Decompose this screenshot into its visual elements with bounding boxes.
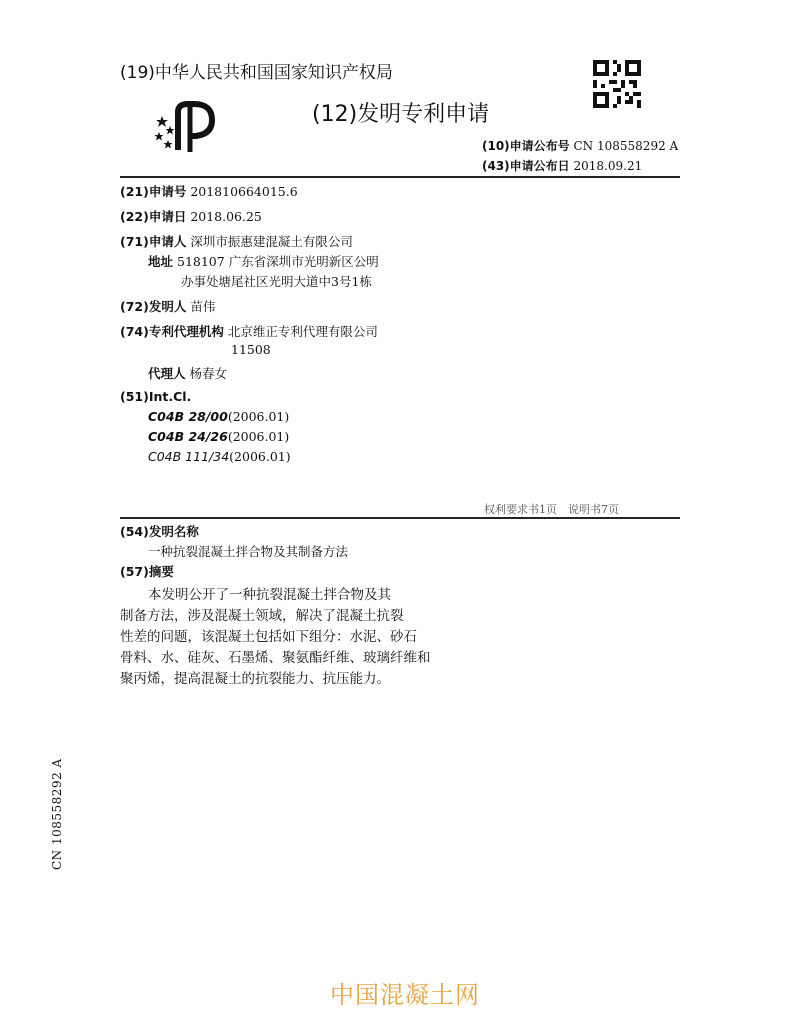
patent-agency-label: (74)专利代理机构: [120, 324, 224, 339]
watermark-text: 中国混凝土网: [330, 981, 480, 1009]
applicant-label: (71)申请人: [120, 234, 187, 249]
inventor-label: (72)发明人: [120, 299, 187, 314]
address-label: 地址: [148, 254, 174, 269]
filing-date-label: (22)申请日: [120, 209, 187, 224]
patent-agency: [120, 322, 378, 340]
abstract-line: 制备方法，涉及混凝土领域，解决了混凝土抗裂: [120, 608, 404, 624]
application-number-label: (21)申请号: [120, 184, 187, 199]
abstract-line: 本发明公开了一种抗裂混凝土拌合物及其: [148, 587, 391, 603]
title-label: (54)发明名称: [120, 524, 199, 539]
qr-code-icon: [593, 60, 641, 108]
agent-value: 杨春女: [189, 366, 228, 381]
side-publication-number: CN 108558292 A: [50, 758, 64, 870]
publication-date: [482, 157, 642, 174]
publication-number-label: (10)申请公布号: [482, 139, 570, 153]
pages-note: 权利要求书1页 说明书7页: [484, 503, 619, 516]
ipc-version: (2006.01): [229, 449, 291, 464]
abstract-line: 骨料、水、硅灰、石墨烯、聚氨酯纤维、玻璃纤维和: [120, 650, 431, 666]
publication-number: [482, 137, 678, 154]
agent-label: 代理人: [148, 366, 186, 381]
application-number-value: 201810664015.6: [190, 184, 298, 199]
filing-date-value: 2018.06.25: [190, 209, 262, 224]
office-name: (19)中华人民共和国国家知识产权局: [120, 63, 393, 83]
publication-date-value: 2018.09.21: [573, 159, 643, 173]
header-divider: [120, 176, 680, 178]
applicant-value: 深圳市振惠建混凝土有限公司: [190, 234, 353, 249]
abstract-divider: [120, 517, 680, 519]
cnipa-logo-icon: [150, 98, 222, 154]
applicant: [120, 232, 353, 250]
application-number: [120, 182, 298, 200]
ipc-version: (2006.01): [227, 429, 290, 444]
address-line-1: 518107 广东省深圳市光明新区公明: [177, 254, 379, 269]
abstract-label: (57)摘要: [120, 564, 174, 579]
ipc-code: C04B 28/00: [148, 409, 228, 424]
document-type: (12)发明专利申请: [312, 102, 490, 127]
abstract-line: 聚丙烯，提高混凝土的抗裂能力、抗压能力。: [120, 671, 390, 687]
inventor: [120, 297, 215, 315]
ipc-entry: [148, 429, 289, 444]
ipc-code: C04B 24/26: [148, 429, 228, 444]
ipc-entry: [148, 409, 289, 424]
ipc-entry: [148, 449, 291, 464]
agent: [148, 364, 227, 382]
patent-agency-value: 北京维正专利代理有限公司: [227, 324, 378, 339]
address: [148, 252, 379, 270]
invention-title: 一种抗裂混凝土拌合物及其制备方法: [148, 544, 349, 559]
patent-agency-code: 11508: [231, 342, 271, 357]
ipc-label: (51)Int.Cl.: [120, 389, 192, 404]
address-line-2: 办事处塘尾社区光明大道中3号1栋: [181, 274, 372, 289]
publication-date-label: (43)申请公布日: [482, 159, 570, 173]
ipc-version: (2006.01): [227, 409, 290, 424]
publication-number-value: CN 108558292 A: [573, 139, 679, 153]
ipc-code: C04B 111/34: [148, 449, 230, 464]
abstract-line: 性差的问题，该混凝土包括如下组分：水泥、砂石: [120, 629, 417, 645]
filing-date: [120, 207, 262, 225]
inventor-value: 苗伟: [190, 299, 216, 314]
